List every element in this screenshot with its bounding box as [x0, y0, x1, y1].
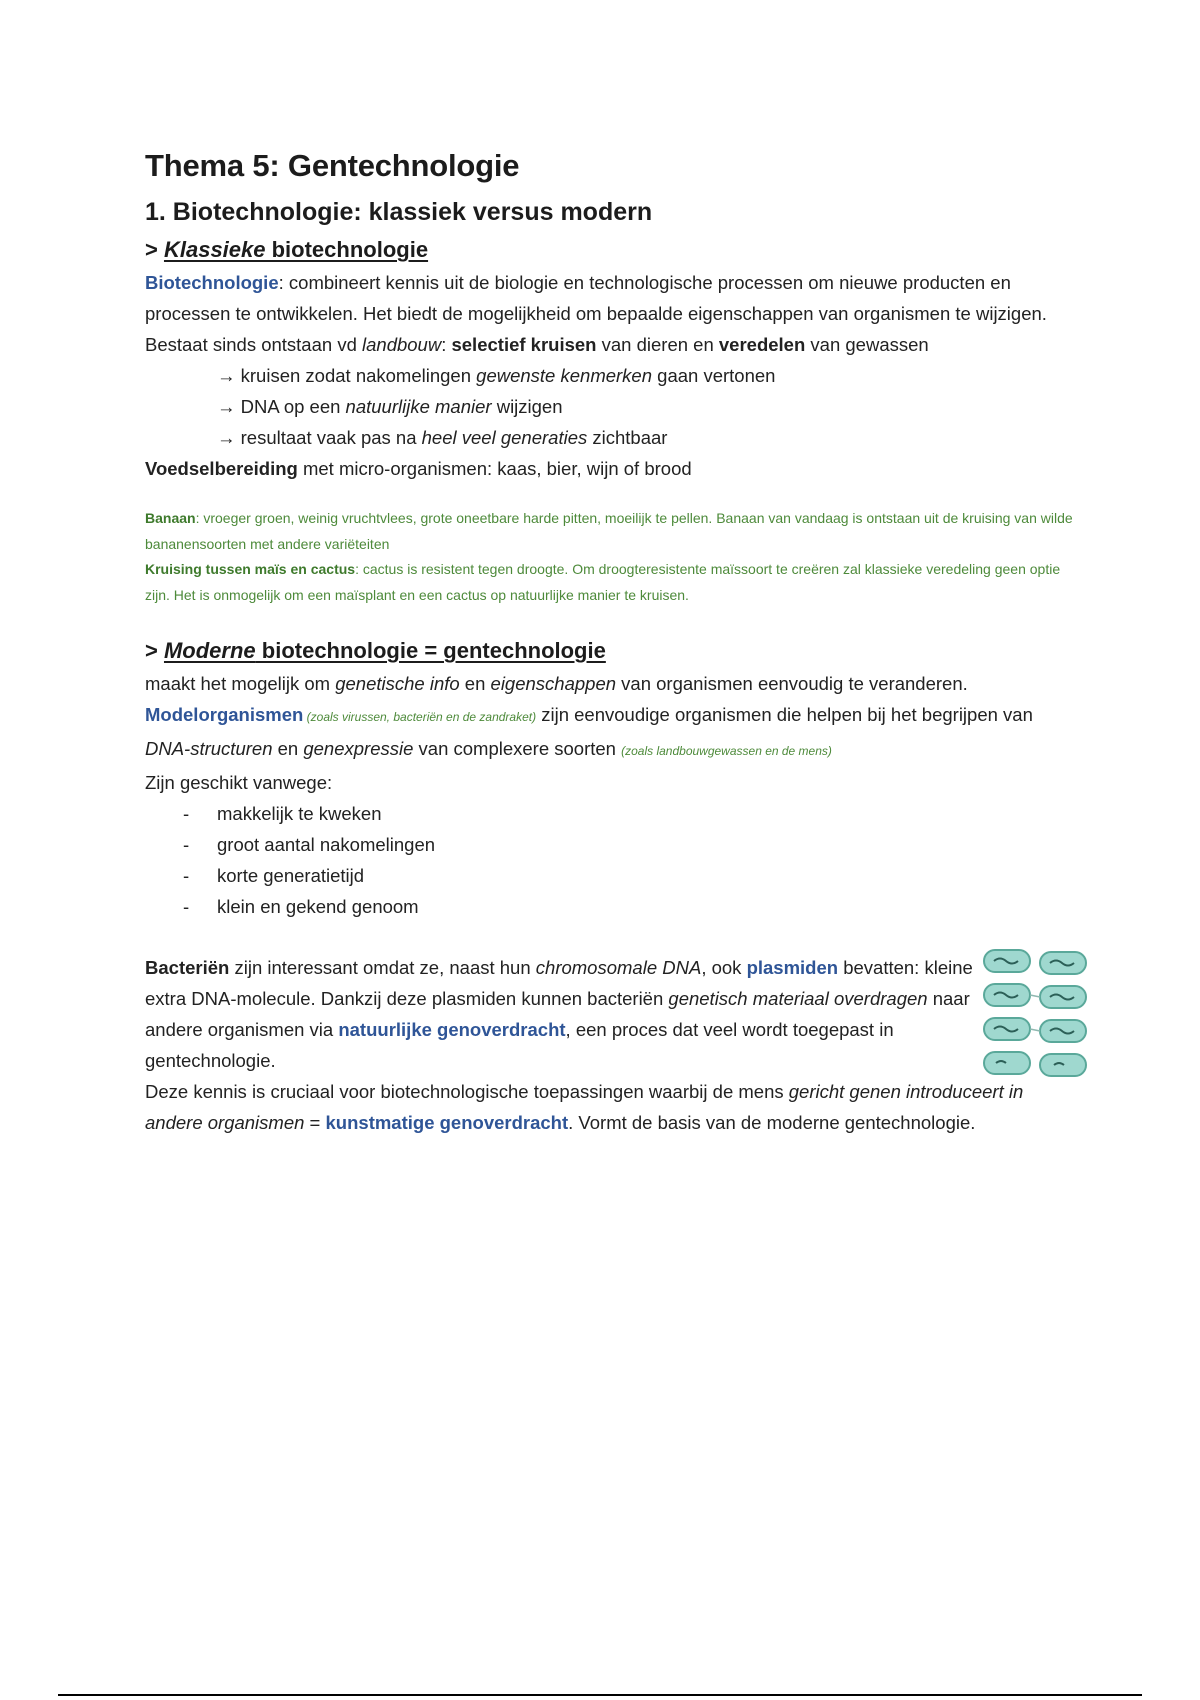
biotech-definition: Biotechnologie: combineert kennis uit de biologie en technologische processen om nieuwe producten en processen te ontwikkelen. Het biedt de mogelijkheid om bepaalde eigenschappen van organismen te wijzigen.: [145, 272, 1047, 324]
document-page: [145, 148, 1075, 1138]
classic-heading: > Klassieke biotechnologie: [145, 237, 429, 262]
arrow-item: → resultaat vaak pas na heel veel generaties zichtbaar: [217, 427, 668, 448]
model-organisms: Modelorganismen (zoals virussen, bacteriën en de zandraket) zijn eenvoudige organismen die helpen bij het begrijpen van DNA-structuren en genexpressie van complexere soorten (zoals landbouwgewassen en de mens): [145, 704, 1033, 759]
note-banana: Banaan: vroeger groen, weinig vruchtvlees, grote oneetbare harde pitten, moeilijk te pellen. Banaan van vandaag is ontstaan uit de kruising van wilde bananensoorten met andere variëteiten: [145, 510, 1073, 552]
section-heading-1: 1. Biotechnologie: klassiek versus modern: [145, 198, 653, 226]
bacteria-section: [145, 952, 1075, 1138]
list-item: - makkelijk te kweken: [183, 803, 382, 824]
list-item: - korte generatietijd: [183, 865, 365, 886]
page-title: Thema 5: Gentechnologie: [145, 148, 520, 183]
modern-intro: maakt het mogelijk om genetische info en eigenschappen van organismen eenvoudig te veranderen.: [145, 673, 968, 694]
reasons-list: [183, 798, 1075, 922]
footer-divider: [58, 1694, 1142, 1696]
list-item: - klein en gekend genoom: [183, 896, 419, 917]
food-preparation: Voedselbereiding met micro-organismen: kaas, bier, wijn of brood: [145, 458, 692, 479]
arrow-item: → kruisen zodat nakomelingen gewenste kenmerken gaan vertonen: [217, 365, 776, 386]
since-agriculture: Bestaat sinds ontstaan vd landbouw: selectief kruisen van dieren en veredelen van gewassen: [145, 334, 929, 355]
suitable-intro: Zijn geschikt vanwege:: [145, 772, 333, 793]
arrow-item: → DNA op een natuurlijke manier wijzigen: [217, 396, 563, 417]
note-corn-cactus: Kruising tussen maïs en cactus: cactus is resistent tegen droogte. Om droogteresistente maïssoort te creëren zal klassieke veredeling geen optie zijn. Het is onmogelijk om een maïsplant en een cactus op natuurlijke manier te kruisen.: [145, 561, 1061, 603]
modern-heading: > Moderne biotechnologie = gentechnologie: [145, 638, 606, 663]
bacteria-icon: [980, 944, 1095, 1079]
list-item: - groot aantal nakomelingen: [183, 834, 436, 855]
bacteria-paragraph: Bacteriën zijn interessant omdat ze, naast hun chromosomale DNA, ook plasmiden bevatten: kleine extra DNA-molecule. Dankzij deze plasmiden kunnen bacteriën genetisch materiaal overdragen naar andere organismen via natuurlijke genoverdracht, een proces dat veel wordt toegepast in gentechnologie.: [145, 957, 973, 1071]
knowledge-paragraph: Deze kennis is cruciaal voor biotechnologische toepassingen waarbij de mens gericht genen introduceert in andere organismen = kunstmatige genoverdracht. Vormt de basis van de moderne gentechnologie.: [145, 1081, 1024, 1133]
